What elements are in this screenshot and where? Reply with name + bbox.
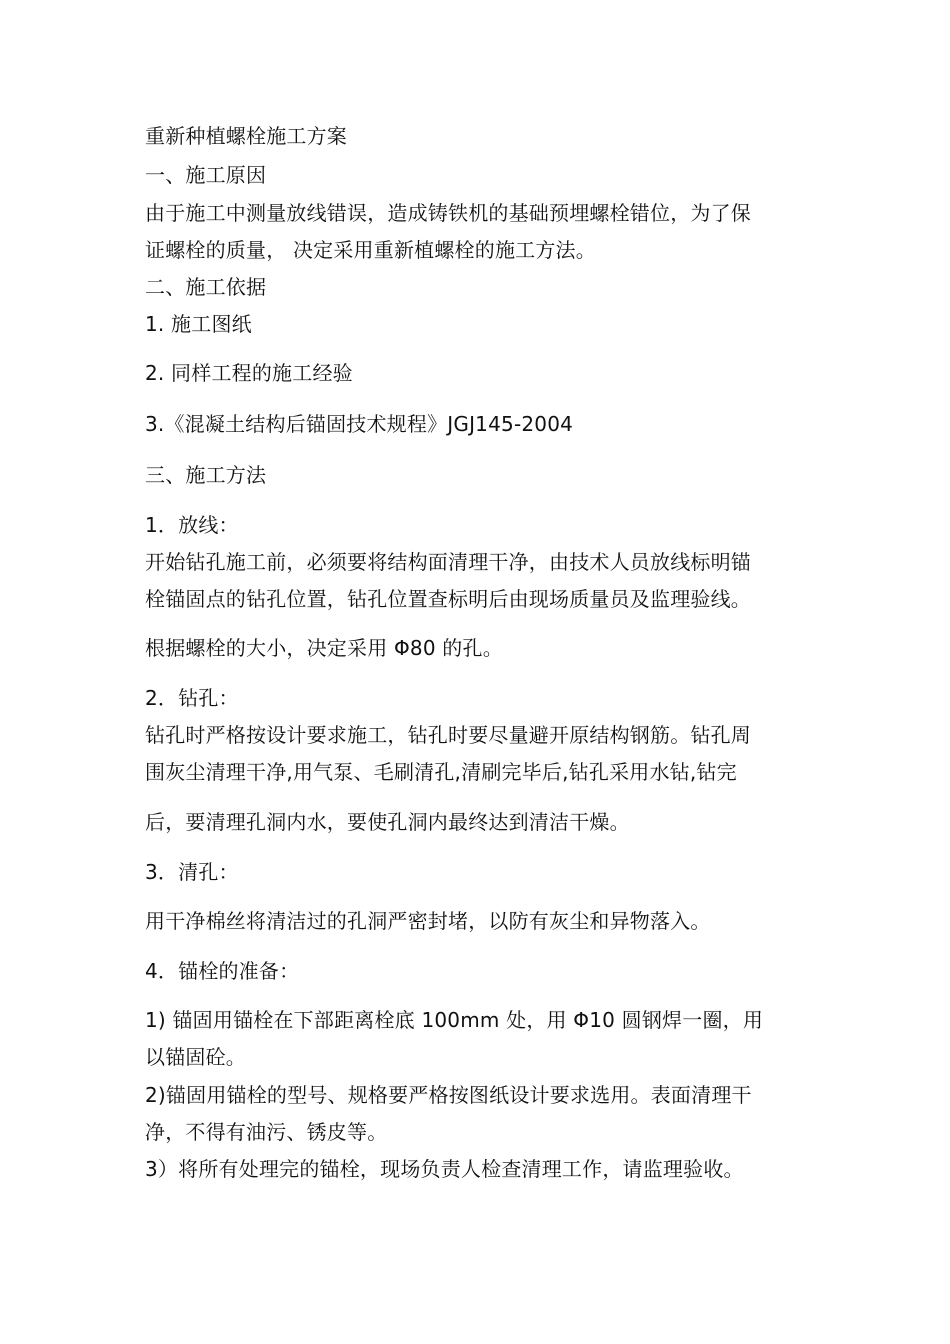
step-text-line: 2)锚固用锚栓的型号、规格要严格按图纸设计要求选用。表面清理干 xyxy=(145,1083,752,1107)
step-label: 1．放线： xyxy=(145,513,239,537)
section-heading-reason: 一、施工原因 xyxy=(145,163,267,187)
reason-paragraph-line: 证螺栓的质量， 决定采用重新植螺栓的施工方法。 xyxy=(145,238,596,262)
step-text-line: 围灰尘清理干净,用气泵、毛刷清孔,清刷完毕后,钻孔采用水钻,钻完 xyxy=(145,760,737,784)
step-text-line: 栓锚固点的钻孔位置，钻孔位置查标明后由现场质量员及监理验线。 xyxy=(145,587,751,611)
step-label: 3．清孔： xyxy=(145,860,239,884)
section-heading-basis: 二、施工依据 xyxy=(145,275,267,299)
step-text-line: 净，不得有油污、锈皮等。 xyxy=(145,1120,388,1144)
basis-item: 2. 同样工程的施工经验 xyxy=(145,361,353,385)
step-text-line: 1) 锚固用锚栓在下部距离栓底 100mm 处，用 Φ10 圆钢焊一圈，用 xyxy=(145,1008,764,1032)
step-text-line: 后，要清理孔洞内水，要使孔洞内最终达到清洁干燥。 xyxy=(145,810,630,834)
basis-item: 1. 施工图纸 xyxy=(145,312,252,336)
document-title: 重新种植螺栓施工方案 xyxy=(145,124,347,148)
step-text-line: 根据螺栓的大小，决定采用 Φ80 的孔。 xyxy=(145,636,503,660)
step-label: 2．钻孔： xyxy=(145,686,239,710)
step-text-line: 3）将所有处理完的锚栓，现场负责人检查清理工作，请监理验收。 xyxy=(145,1157,744,1181)
step-text-line: 开始钻孔施工前，必须要将结构面清理干净，由技术人员放线标明锚 xyxy=(145,550,751,574)
step-text-line: 钻孔时严格按设计要求施工，钻孔时要尽量避开原结构钢筋。钻孔周 xyxy=(145,723,751,747)
step-text-line: 用干净棉丝将清洁过的孔洞严密封堵，以防有灰尘和异物落入。 xyxy=(145,909,711,933)
section-heading-method: 三、施工方法 xyxy=(145,463,267,487)
step-label: 4．锚栓的准备： xyxy=(145,959,300,983)
basis-item: 3.《混凝土结构后锚固技术规程》JGJ145-2004 xyxy=(145,412,574,436)
reason-paragraph-line: 由于施工中测量放线错误，造成铸铁机的基础预埋螺栓错位，为了保 xyxy=(145,201,751,225)
step-text-line: 以锚固砼。 xyxy=(145,1045,246,1069)
